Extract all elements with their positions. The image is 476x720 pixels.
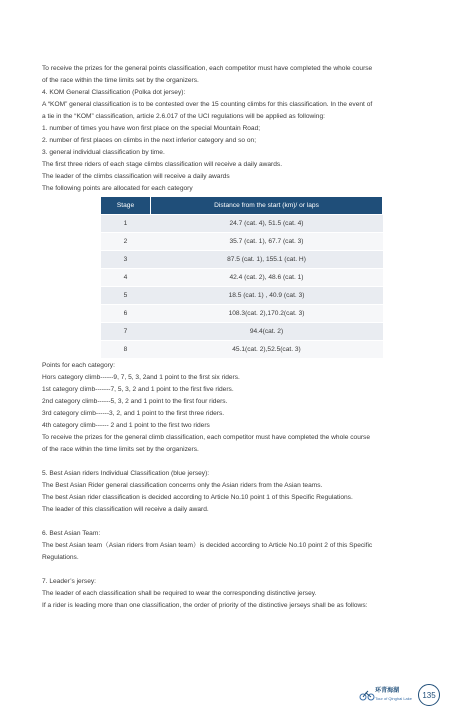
distance-cell: 35.7 (cat. 1), 67.7 (cat. 3) [151, 233, 383, 251]
column-header-stage: Stage [101, 197, 151, 215]
stage-cell: 1 [101, 215, 151, 233]
section-heading-best-asian-rider: 5. Best Asian riders Individual Classification (blue jersey): [42, 470, 210, 477]
paragraph: of the race within the time limits set by the organizers. [42, 77, 199, 84]
paragraph: To receive the prizes for the general climb classification, each competitor must have completed the whole course [42, 434, 371, 441]
paragraph: The first three riders of each stage climbs classification will receive a daily awards. [42, 161, 283, 168]
section-heading-best-asian-team: 6. Best Asian Team: [42, 530, 101, 537]
stage-cell: 8 [101, 341, 151, 359]
stage-cell: 6 [101, 305, 151, 323]
paragraph: The leader of the climbs classification will receive a daily awards [42, 173, 230, 180]
distance-cell: 24.7 (cat. 4), 51.5 (cat. 4) [151, 215, 383, 233]
section-heading-leaders-jersey: 7. Leader’s jersey: [42, 578, 97, 585]
paragraph: a tie in the “KOM” classification, article 2.6.017 of the UCI regulations will be applied as following: [42, 113, 325, 120]
list-item: 1. number of times you have won first place on the special Mountain Road; [42, 125, 261, 132]
distance-cell: 87.5 (cat. 1), 155.1 (cat. H) [151, 251, 383, 269]
section-heading-points: Points for each category: [42, 362, 115, 369]
paragraph: The best Asian team（Asian riders from Asian team）is decided according to Article No.10 point 2 of this Specific [42, 542, 373, 549]
stage-cell: 4 [101, 269, 151, 287]
table-header-row [101, 197, 383, 215]
section-heading-kom: 4. KOM General Classification (Polka dot jersey): [42, 89, 186, 96]
paragraph: The following points are allocated for each category [42, 185, 193, 192]
spacer [42, 516, 442, 528]
list-item: 1st category climb-------7, 5, 3, 2 and 1 point to the first five riders. [42, 386, 234, 393]
logo-chinese-text: 环青海湖 [375, 688, 400, 694]
stage-cell: 5 [101, 287, 151, 305]
paragraph: of the race within the time limits set by the organizers. [42, 446, 199, 453]
list-item: 2. number of first places on climbs in the next inferior category and so on; [42, 137, 257, 144]
list-item: Hors category climb------9, 7, 5, 3, 2and 1 point to the first six riders. [42, 374, 240, 381]
paragraph: A “KOM” general classification is to be contested over the 15 counting climbs for this classification. In the event of [42, 101, 373, 108]
table-row [101, 233, 383, 251]
page-footer [359, 684, 440, 706]
spacer [42, 564, 442, 576]
paragraph: The leader of this classification will receive a daily award. [42, 506, 209, 513]
stage-cell: 2 [101, 233, 151, 251]
cyclist-logo-icon [359, 689, 375, 701]
page-number: 135 [418, 684, 440, 706]
table-row [101, 287, 383, 305]
spacer [42, 456, 442, 468]
list-item: 4th category climb------ 2 and 1 point to the first two riders [42, 422, 210, 429]
table-row [101, 341, 383, 359]
list-item: 3rd category climb------3, 2, and 1 point to the first three riders. [42, 410, 225, 417]
paragraph: The best Asian rider classification is decided according to Article No.10 point 1 of this Specific Regulations. [42, 494, 353, 501]
paragraph: Regulations. [42, 554, 79, 561]
climbs-table [100, 196, 383, 359]
distance-cell: 94.4(cat. 2) [151, 323, 383, 341]
distance-cell: 42.4 (cat. 2), 48.6 (cat. 1) [151, 269, 383, 287]
race-logo [359, 688, 412, 702]
list-item: 3. general individual classification by time. [42, 149, 165, 156]
distance-cell: 18.5 (cat. 1) , 40.9 (cat. 3) [151, 287, 383, 305]
paragraph: To receive the prizes for the general points classification, each competitor must have completed the whole course [42, 65, 373, 72]
column-header-distance: Distance from the start (km)/ or laps [151, 197, 383, 215]
distance-cell: 108.3(cat. 2),170.2(cat. 3) [151, 305, 383, 323]
distance-cell: 45.1(cat. 2),52.5(cat. 3) [151, 341, 383, 359]
table-row [101, 215, 383, 233]
logo-english-text: Tour of Qinghai Lake [375, 696, 412, 701]
document-body [42, 63, 442, 612]
stage-cell: 3 [101, 251, 151, 269]
paragraph: If a rider is leading more than one classification, the order of priority of the distinctive jerseys shall be as follows: [42, 602, 368, 609]
table-row [101, 269, 383, 287]
table-row [101, 305, 383, 323]
paragraph: The leader of each classification shall be required to wear the corresponding distinctive jersey. [42, 590, 317, 597]
list-item: 2nd category climb------5, 3, 2 and 1 point to the first four riders. [42, 398, 228, 405]
paragraph: The Best Asian Rider general classification concerns only the Asian riders from the Asian teams. [42, 482, 323, 489]
table-row [101, 323, 383, 341]
stage-cell: 7 [101, 323, 151, 341]
table-row [101, 251, 383, 269]
